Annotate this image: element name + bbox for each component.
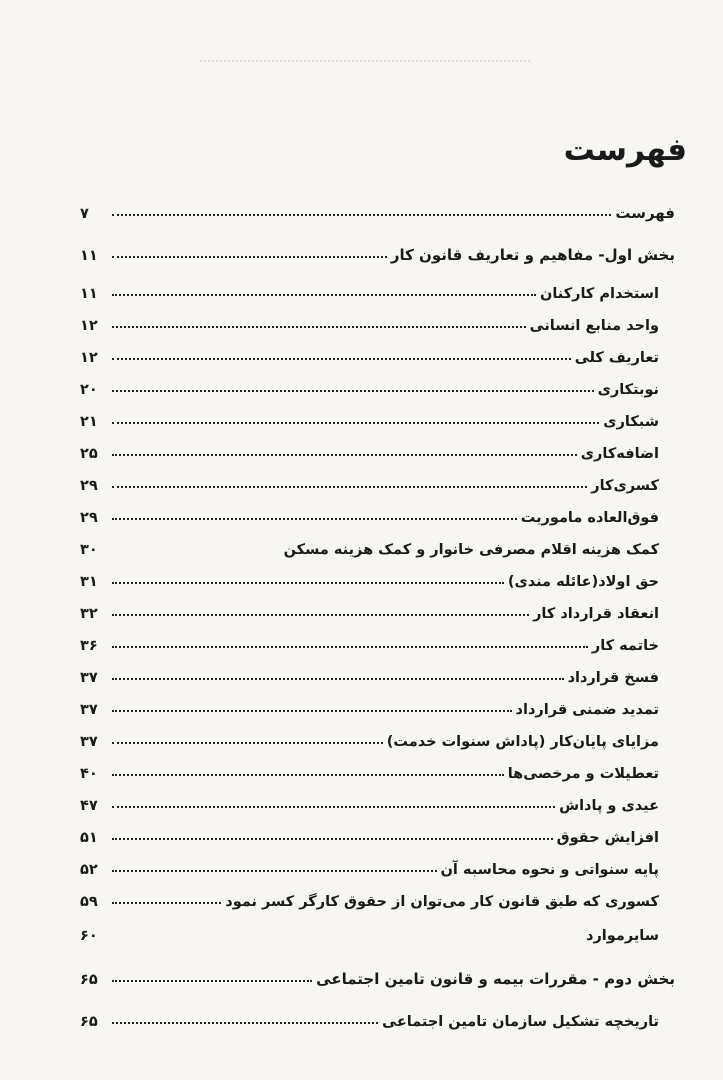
toc-page-number: ۱۱	[80, 286, 98, 302]
leader-dots	[112, 710, 512, 712]
leader-dots	[112, 870, 437, 872]
toc-page-number: ۱۲	[80, 318, 98, 334]
toc-entry-label: پایه سنواتی و نحوه محاسبه آن	[440, 862, 659, 878]
toc-entry-label: عیدی و پاداش	[559, 798, 659, 814]
toc-page-number: ۵۱	[80, 830, 98, 846]
toc-entry[interactable]	[80, 880, 675, 910]
toc-entry-label: استخدام کارکنان	[539, 286, 659, 302]
toc-page-number: ۷	[80, 206, 89, 222]
toc-entry[interactable]	[80, 592, 675, 622]
toc-entry[interactable]	[80, 400, 675, 430]
toc-entry[interactable]	[80, 914, 675, 944]
toc-entry-label: تعطیلات و مرخصی‌ها	[507, 766, 659, 782]
toc-entry[interactable]	[80, 336, 675, 366]
toc-page-number: ۵۹	[80, 894, 98, 910]
page-title: فهرست	[563, 132, 687, 168]
toc-entry-label: اضافه‌کاری	[580, 446, 659, 462]
toc-entry-label: سایرموارد	[586, 928, 659, 944]
toc-entry[interactable]	[80, 272, 675, 302]
toc-entry-label: فهرست	[615, 204, 675, 222]
toc-page-number: ۲۵	[80, 446, 98, 462]
leader-dots	[112, 454, 577, 456]
toc-page-number: ۶۰	[80, 928, 98, 944]
toc-page-number: ۳۱	[80, 574, 98, 590]
toc-entry-label: تمدید ضمنی قرارداد	[515, 702, 659, 718]
toc-page-number: ۲۹	[80, 478, 98, 494]
toc-entry[interactable]	[80, 752, 675, 782]
leader-dots	[112, 422, 599, 424]
toc-page-number: ۳۷	[80, 702, 98, 718]
leader-dots	[112, 614, 529, 616]
toc-entry[interactable]	[80, 368, 675, 398]
leader-dots	[112, 1022, 378, 1024]
toc-entry-label: حق اولاد(عائله مندی)	[507, 574, 659, 590]
toc-entry-label: انعقاد قرارداد کار	[533, 606, 659, 622]
toc-page-number: ۲۹	[80, 510, 98, 526]
toc-entry-label: افزایش حقوق	[556, 830, 659, 846]
toc-entry-label: خاتمه کار	[591, 638, 659, 654]
toc-entry[interactable]	[80, 432, 675, 462]
toc-entry-label: بخش دوم - مقررات بیمه و قانون تامین اجتماعی	[316, 970, 675, 988]
toc-page-number: ۴۰	[80, 766, 98, 782]
toc-page-number: ۵۲	[80, 862, 98, 878]
toc-entry-label: فسخ قرارداد	[567, 670, 659, 686]
leader-dots	[112, 256, 387, 258]
toc-page-number: ۱۱	[80, 248, 98, 264]
toc-entry-label: کسری‌کار	[591, 478, 659, 494]
toc-page-number: ۶۵	[80, 972, 98, 988]
leader-dots	[112, 646, 588, 648]
toc-entry[interactable]	[80, 688, 675, 718]
toc-entry[interactable]	[80, 528, 675, 558]
toc-page-number: ۶۵	[80, 1014, 98, 1030]
leader-dots	[112, 294, 536, 296]
toc-entry-label: فوق‌العاده ماموریت	[520, 510, 659, 526]
toc-entry-label: نوبتکاری	[597, 382, 659, 398]
leader-dots	[112, 838, 553, 840]
leader-dots	[112, 742, 383, 744]
leader-dots	[112, 806, 555, 808]
toc-page-number: ۲۱	[80, 414, 98, 430]
toc-entry[interactable]	[80, 624, 675, 654]
leader-dots	[112, 390, 594, 392]
toc-entry-part1[interactable]	[80, 234, 675, 264]
leader-dots	[112, 518, 517, 520]
toc-entry-label: تاریخچه تشکیل سازمان تامین اجتماعی	[382, 1014, 659, 1030]
toc-page-number: ۳۶	[80, 638, 98, 654]
leader-dots	[112, 902, 221, 904]
toc-entry[interactable]	[80, 1000, 675, 1030]
toc-entry[interactable]	[80, 848, 675, 878]
toc-page-number: ۳۷	[80, 734, 98, 750]
toc-page-number: ۳۷	[80, 670, 98, 686]
toc-entry-label: تعاریف کلی	[574, 350, 659, 366]
toc-entry[interactable]	[80, 464, 675, 494]
toc-entry[interactable]	[80, 656, 675, 686]
toc-entry[interactable]	[80, 304, 675, 334]
leader-dots	[112, 486, 587, 488]
toc-entry[interactable]	[80, 784, 675, 814]
toc-entry-label: کمک هزینه اقلام مصرفی خانوار و کمک هزینه مسکن	[283, 542, 659, 558]
faint-header-mark	[200, 60, 530, 68]
toc-page-number: ۳۲	[80, 606, 98, 622]
toc-entry[interactable]	[80, 816, 675, 846]
toc-page-number: ۲۰	[80, 382, 98, 398]
leader-dots	[112, 774, 504, 776]
leader-dots	[112, 582, 504, 584]
leader-dots	[112, 358, 571, 360]
leader-dots	[112, 214, 611, 216]
toc-entry-label: مزایای پایان‌کار (پاداش سنوات خدمت)	[386, 734, 659, 750]
toc-entry-label: کسوری که طبق قانون کار می‌توان از حقوق کارگر کسر نمود	[225, 894, 659, 910]
toc-entry-label: واحد منابع انسانی	[529, 318, 659, 334]
toc-page-number: ۱۲	[80, 350, 98, 366]
toc-entry[interactable]	[80, 496, 675, 526]
toc-entry-index[interactable]	[80, 192, 675, 222]
toc-entry[interactable]	[80, 720, 675, 750]
toc-entry-part2[interactable]	[80, 958, 675, 988]
toc-page-number: ۴۷	[80, 798, 98, 814]
toc-entry-label: بخش اول- مفاهیم و تعاریف قانون کار	[390, 246, 675, 264]
toc-entry-label: شبکاری	[603, 414, 659, 430]
leader-dots	[112, 326, 526, 328]
leader-dots	[112, 980, 312, 982]
toc-page-number: ۳۰	[80, 542, 98, 558]
toc-entry[interactable]	[80, 560, 675, 590]
leader-dots	[112, 678, 564, 680]
